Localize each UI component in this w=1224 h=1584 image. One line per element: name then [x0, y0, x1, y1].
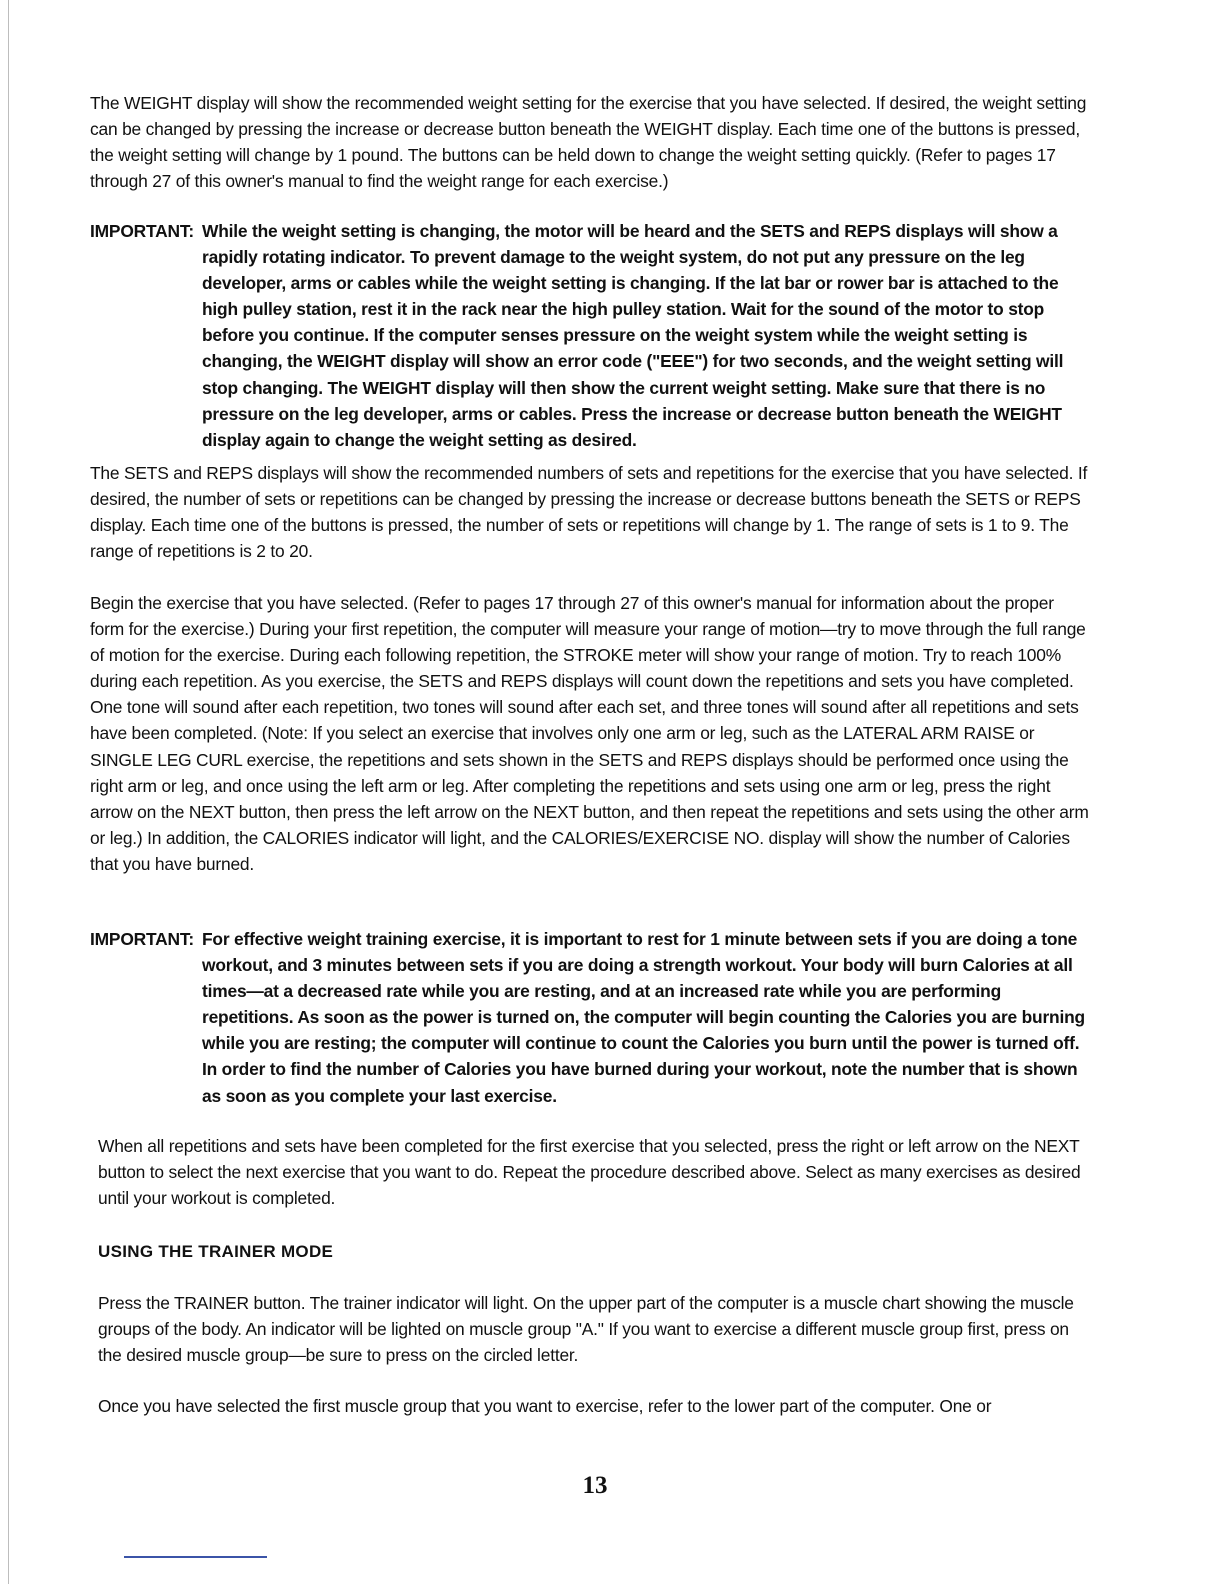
important-note-rest — [90, 926, 1090, 1109]
trainer-press-paragraph: Press the TRAINER button. The trainer indicator will light. On the upper part of the computer is a muscle chart showing the muscle groups of the body. An indicator will be lighted on muscle group "A." If you want to exercise a different muscle group first, press on the desired muscle group—be sure to press on the circled letter. — [98, 1293, 1074, 1366]
weight-display-paragraph: The WEIGHT display will show the recommended weight setting for the exercise that you have selected. If desired, the weight setting can be changed by pressing the increase or decrease button beneath the WEIGHT display. Each time one of the buttons is pressed, the weight setting will change by 1 pound. The buttons can be held down to change the weight setting quickly. (Refer to pages 17 through 27 of this owner's manual to find the weight range for each exercise.) — [90, 93, 1087, 192]
important-text: While the weight setting is changing, the motor will be heard and the SETS and REPS displays will show a rapidly rotating indicator. To prevent damage to the weight system, do not put any pressure on the leg developer, arms or cables while the weight setting is changing. If the lat bar or rower bar is attached to the high pulley station, rest it in the rack near the high pulley station. Wait for the sound of the motor to stop before you continue. If the computer senses pressure on the weight system while the weight setting is changing, the WEIGHT display will show an error code ("EEE") for two seconds, and the weight setting will stop changing. The WEIGHT display will then show the current weight setting. Make sure that there is no pressure on the leg developer, arms or cables. Press the increase or decrease button beneath the WEIGHT display again to change the weight setting as desired. — [202, 221, 1064, 450]
important-note-weight — [90, 218, 1090, 453]
trainer-once-paragraph: Once you have selected the first muscle group that you want to exercise, refer to the lower part of the computer. One or — [98, 1396, 992, 1416]
footer-rule — [124, 1556, 267, 1558]
important-label: IMPORTANT: — [90, 929, 194, 949]
page-number: 13 — [582, 1472, 608, 1499]
begin-exercise-paragraph: Begin the exercise that you have selected. (Refer to pages 17 through 27 of this owner's manual for information about the proper form for the exercise.) During your first repetition, the computer will measure your range of motion—try to move through the full range of motion for the exercise. During each following repetition, the STROKE meter will show your range of motion. Try to reach 100% during each repetition. As you exercise, the SETS and REPS displays will count down the repetitions and sets you have completed. One tone will sound after each repetition, two tones will sound after each set, and three tones will sound after all repetitions and sets have been completed. (Note: If you select an exercise that involves only one arm or leg, such as the LATERAL ARM RAISE or SINGLE LEG CURL exercise, the repetitions and sets shown in the SETS and REPS displays should be performed once using the right arm or leg, and once using the left arm or leg. After completing the repetitions and sets using one arm or leg, press the right arrow on the NEXT button, then press the left arrow on the NEXT button, and then repeat the repetitions and sets using the other arm or leg.) In addition, the CALORIES indicator will light, and the CALORIES/EXERCISE NO. display will show the number of Calories that you have burned. — [90, 593, 1089, 874]
important-text: For effective weight training exercise, it is important to rest for 1 minute between sets if you are doing a tone workout, and 3 minutes between sets if you are doing a strength workout. Your body will burn Calories at all times—at a decreased rate while you are resting, and at an increased rate while you are performing repetitions. As soon as the power is turned on, the computer will begin counting the Calories you are burning while you are resting; the computer will continue to count the Calories you burn until the power is turned off. In order to find the number of Calories you have burned during your workout, note the number that is shown as soon as you complete your last exercise. — [202, 929, 1085, 1106]
next-exercise-paragraph: When all repetitions and sets have been completed for the first exercise that you selected, press the right or left arrow on the NEXT button to select the next exercise that you want to do. Repeat the procedure described above. Select as many exercises as desired until your workout is completed. — [98, 1136, 1081, 1209]
trainer-mode-heading: USING THE TRAINER MODE — [98, 1242, 334, 1261]
scan-edge-line — [8, 0, 9, 1584]
sets-reps-paragraph: The SETS and REPS displays will show the recommended numbers of sets and repetitions for the exercise that you have selected. If desired, the number of sets or repetitions can be changed by pressing the increase or decrease buttons beneath the SETS or REPS display. Each time one of the buttons is pressed, the number of sets or repetitions will change by 1. The range of sets is 1 to 9. The range of repetitions is 2 to 20. — [90, 463, 1088, 562]
important-label: IMPORTANT: — [90, 221, 194, 241]
